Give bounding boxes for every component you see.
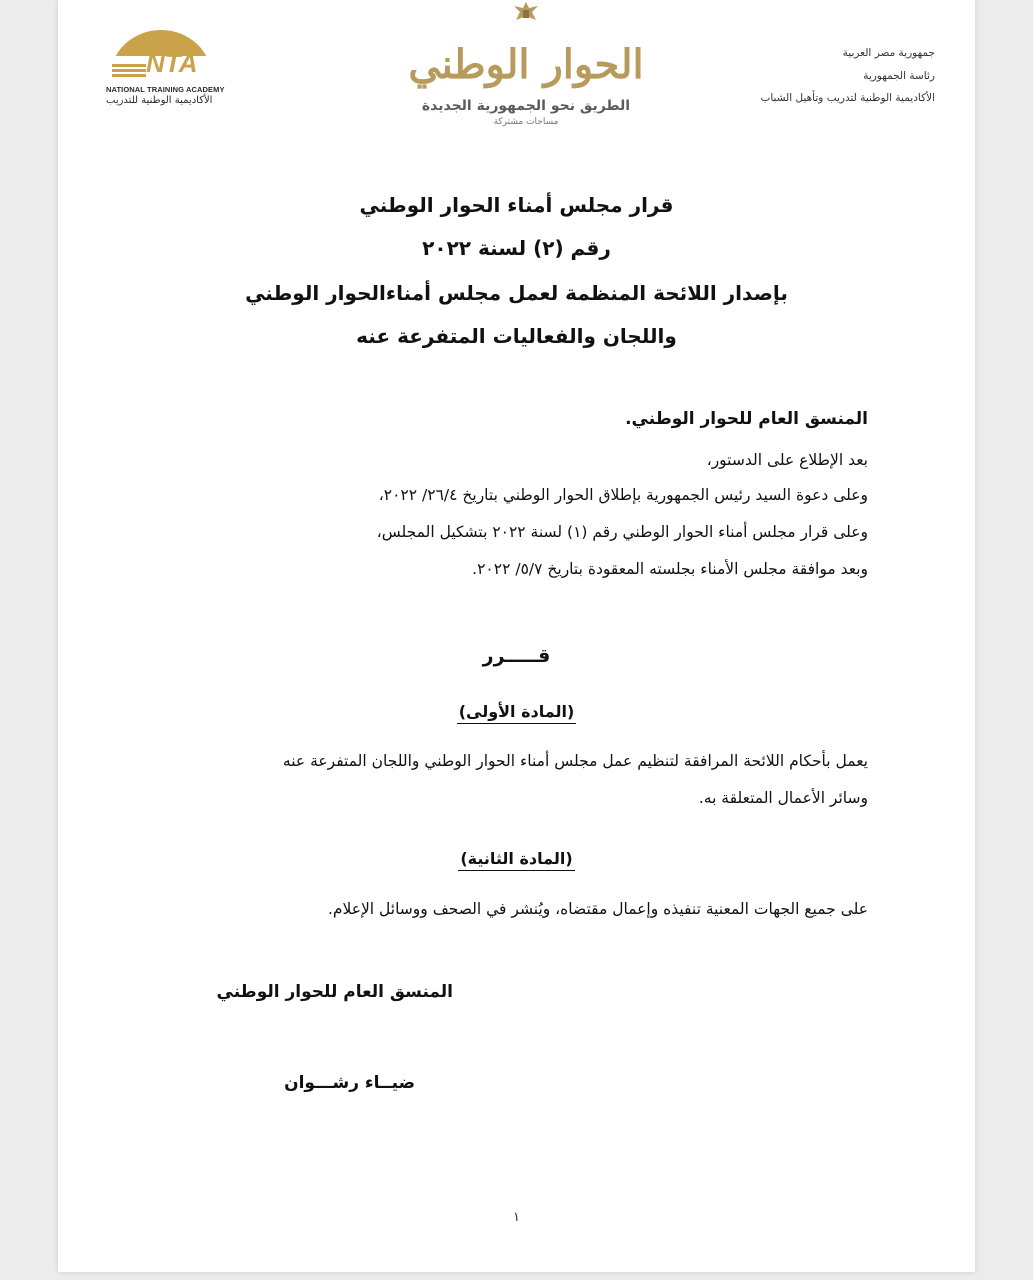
nta-arabic-name: الأكاديمية الوطنية للتدريب [106, 95, 213, 106]
header-line-republic: جمهورية مصر العربية [842, 47, 935, 59]
decision-heading: قـــــرر [482, 645, 551, 667]
signature-title: المنسق العام للحوار الوطني [216, 982, 453, 1002]
issuing-authority-header [760, 42, 935, 110]
national-dialogue-emblem [406, 0, 646, 160]
nta-stripes [112, 64, 146, 78]
decree-subject-line1: بإصدار اللائحة المنظمة لعمل مجلس أمناءالحوار الوطني [245, 281, 788, 305]
decree-number: رقم (٢) لسنة ٢٠٢٢ [422, 236, 611, 260]
article-1-heading-wrap [58, 702, 975, 724]
article-1-heading: (المادة الأولى) [457, 702, 577, 724]
article-1-text: يعمل بأحكام اللائحة المرافقة لتنظيم عمل مجلس أمناء الحوار الوطني واللجان المتفرعة عنه [282, 752, 868, 770]
eagle-icon [510, 0, 542, 24]
article-2-heading: (المادة الثانية) [458, 849, 574, 871]
nta-english-name: NATIONAL TRAINING ACADEMY [106, 85, 225, 94]
emblem-subslogan: مساحات مشتركة [493, 117, 559, 127]
decree-title: قرار مجلس أمناء الحوار الوطني [359, 193, 674, 217]
page-number: ١ [513, 1210, 520, 1225]
article-1-text: وسائر الأعمال المتعلقة به. [698, 789, 868, 807]
header-line-presidency: رئاسة الجمهورية [863, 69, 935, 82]
signature-name: ضيــاء رشـــوان [284, 1073, 415, 1093]
preamble-line: بعد الإطلاع على الدستور، [706, 451, 868, 469]
emblem-title: الحوار الوطني [408, 41, 644, 88]
article-2-text: على جميع الجهات المعنية تنفيذه وإعمال مقتضاه، ويُنشر في الصحف ووسائل الإعلام. [327, 900, 868, 918]
document-page [58, 0, 975, 1272]
preamble-line: وعلى دعوة السيد رئيس الجمهورية بإطلاق الحوار الوطني بتاريخ ٢٦/٤/ ٢٠٢٢، [378, 486, 868, 504]
decree-subject-line2: واللجان والفعاليات المتفرعة عنه [356, 324, 677, 348]
emblem-slogan: الطريق نحو الجمهورية الجديدة [421, 98, 631, 114]
header-line-academy: الأكاديمية الوطنية لتدريب وتأهيل الشباب [760, 92, 935, 104]
article-2-heading-wrap [58, 849, 975, 871]
nta-logo-text: NTA [146, 48, 198, 78]
nta-logo [106, 26, 225, 121]
issuer-line: المنسق العام للحوار الوطني. [625, 409, 868, 429]
preamble-line: وعلى قرار مجلس أمناء الحوار الوطني رقم (١) لسنة ٢٠٢٢ بتشكيل المجلس، [376, 523, 868, 541]
nta-logo-mark [106, 26, 216, 82]
preamble-line: وبعد موافقة مجلس الأمناء بجلسته المعقودة بتاريخ ٥/٧/ ٢٠٢٢. [472, 560, 868, 578]
